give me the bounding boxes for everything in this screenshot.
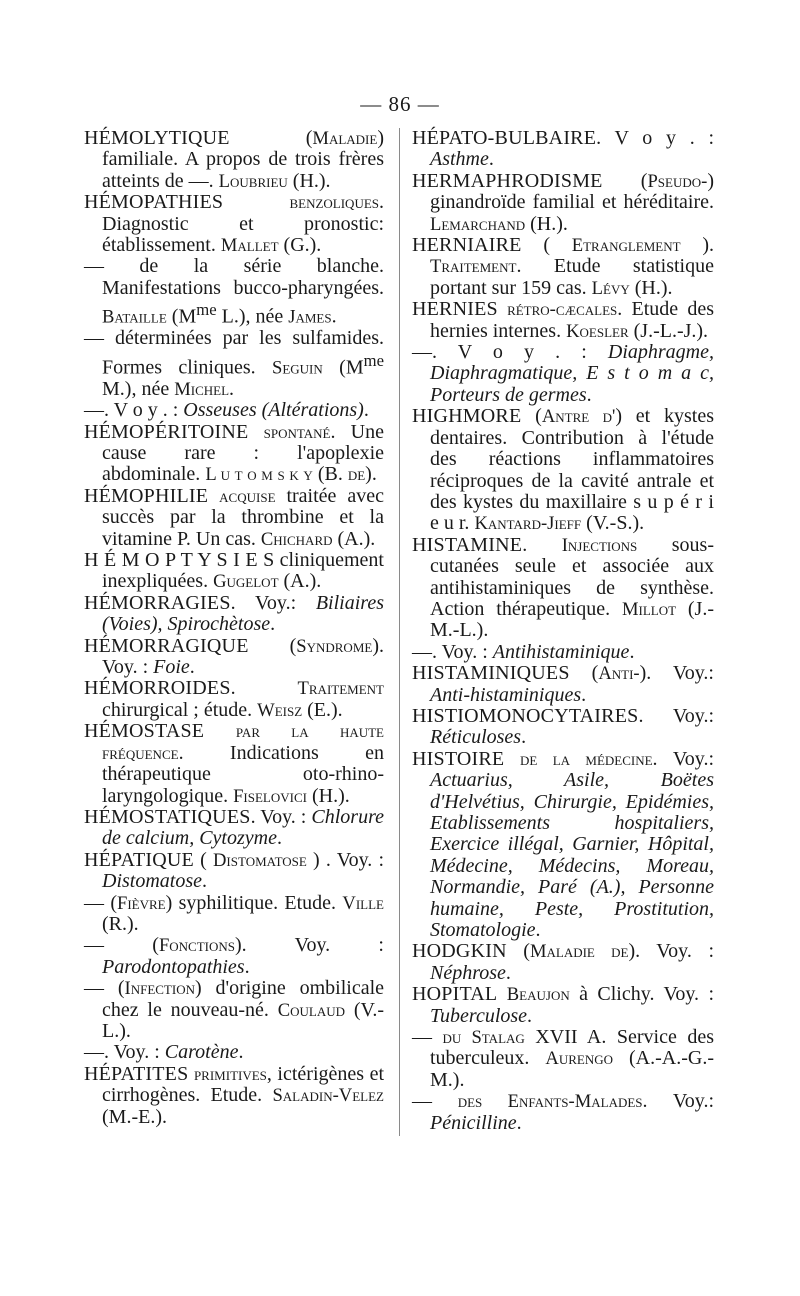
index-entry-hemostatiques: HÉMOSTATIQUES. Voy. : Chlorure de calcium, Cytozyme. — [84, 805, 384, 850]
index-entry-hernies: HERNIES rétro-cæcales. Etude des hernies internes. Koesler (J.-L.-J.). — [412, 298, 715, 342]
index-entry-hermaphrodisme: HERMAPHRODISME (Pseudo-) ginandroïde familial et héréditaire. Lemarchand (H.). — [412, 169, 714, 235]
index-entry-herniaire: HERNIAIRE ( Etranglement ). Traitement. Etude statistique portant sur 159 cas. Lévy (H.). — [412, 234, 714, 299]
index-entry-hepato-bulbaire: HÉPATO-BULBAIRE. V o y . : Asthme. — [412, 127, 714, 171]
index-entry-hopital-stalag: — du Stalag XVII A. Service des tuberculeux. Aurengo (A.-A.-G.-M.). — [412, 1026, 714, 1091]
left-column — [84, 128, 384, 1128]
index-entry-histamine: HISTAMINE. Injections sous-cutanées seule et associée aux antihistaminiques de synthèse. Action thérapeutique. Millot (J.-M.-L.). — [412, 533, 714, 642]
column-divider — [399, 128, 400, 1136]
index-entry-histoire: HISTOIRE de la médecine. Voy.: Actuarius, Asile, Boëtes d'Helvétius, Chirurgie, Epidémies, Etablissements hospitaliers, Exercice illégal, Garnier, Hôpital, Médecine, Médecins, Moreau, Normandie, Paré (A.), Personne humaine, Peste, Prostitution, Stomatologie. — [412, 747, 714, 942]
index-entry-hepatique-fievre: — (Fièvre) syphilitique. Etude. Ville (R.). — [84, 891, 384, 935]
index-entry-hemorragies: HÉMORRAGIES. Voy.: Biliaires (Voies), Spirochètose. — [84, 591, 384, 636]
index-entry-hemopathies: HÉMOPATHIES benzoliques. Diagnostic et pronostic: établissement. Mallet (G.). — [84, 191, 384, 257]
page-number: — 86 — — [360, 92, 440, 116]
index-entry-hemopathies-serie-blanche: — de la série blanche. Manifestations bucco-pharyngées. Bataille ($M^{me}$ L.), née James. — [84, 255, 384, 328]
index-entry-hepatique-infection: — (Infection) d'origine ombilicale chez le nouveau-né. Coulaud (V.-L.). — [84, 977, 385, 1042]
index-entry-highmore: HIGHMORE (Antre d') et kystes dentaires. Contribution à l'étude des réactions inflammatoires réciproques de la cavité antrale et des kystes du maxillaire s u p é r i e u r. Kantard-Jieff (V.-S.). — [412, 405, 714, 535]
index-entry-hopital-enfants: — des Enfants-Malades. Voy.: Pénicilline. — [412, 1090, 714, 1134]
index-entry-hemorroides: HÉMORROIDES. Traitement chirurgical ; étude. Weisz (E.). — [84, 677, 384, 721]
index-entry-histaminiques: HISTAMINIQUES (Anti-). Voy.: Anti-histaminiques. — [412, 662, 714, 706]
index-entry-hemopathies-sulfamides: — déterminées par les sulfamides. Formes cliniques. Seguin ($M^{me}$ M.), née Michel. — [84, 327, 384, 400]
index-entry-histamine-voy: —. Voy. : Antihistaminique. — [412, 640, 635, 663]
index-entry-hemorragique: HÉMORRAGIQUE (Syndrome). Voy. : Foie. — [84, 634, 384, 679]
index-entry-hemoperitoine: HÉMOPÉRITOINE spontané. Une cause rare : l'apoplexie abdominale. L u t o m s k y (B. de). — [84, 420, 384, 486]
index-entry-hodgkin: HODGKIN (Maladie de). Voy. : Néphrose. — [412, 940, 714, 984]
index-entry-hopital: HOPITAL Beaujon à Clichy. Voy. : Tuberculose. — [412, 983, 715, 1027]
index-entry-hepatites: HÉPATITES primitives, ictérigènes et cirrhogènes. Etude. Saladin-Velez (M.-E.). — [84, 1062, 385, 1128]
index-entry-histiomonocytaires: HISTIOMONOCYTAIRES. Voy.: Réticuloses. — [412, 704, 714, 749]
index-entry-hemostase: HÉMOSTASE par la haute fréquence. Indications en thérapeutique oto-rhino-laryngologique. Fiselovici (H.). — [84, 720, 384, 807]
index-entry-hemophilie: HÉMOPHILIE acquise traitée avec succès par la thrombine et la vitamine P. Un cas. Chichard (A.). — [84, 484, 385, 550]
index-entry-hemopathies-voy: —. V o y . : Osseuses (Altérations). — [84, 399, 369, 422]
index-entry-hepatique-fonctions: — (Fonctions). Voy. : Parodontopathies. — [84, 934, 384, 978]
index-entry-hepatique: HÉPATIQUE ( Distomatose ) . Voy. : Distomatose. — [84, 848, 384, 893]
index-entry-hepatique-voy: —. Voy. : Carotène. — [84, 1041, 244, 1064]
index-entry-hemoptysies: H É M O P T Y S I E S cliniquement inexpliquées. Gugelot (A.). — [84, 549, 384, 593]
index-entry-hernies-voy: —. V o y . : Diaphragme, Diaphragmatique, E s t o m a c, Porteurs de germes. — [412, 341, 714, 406]
right-column — [412, 128, 714, 1134]
index-entry-hemolytique: HÉMOLYTIQUE (Maladie) familiale. A propos de trois frères atteints de —. Loubrieu (H.). — [84, 127, 384, 192]
